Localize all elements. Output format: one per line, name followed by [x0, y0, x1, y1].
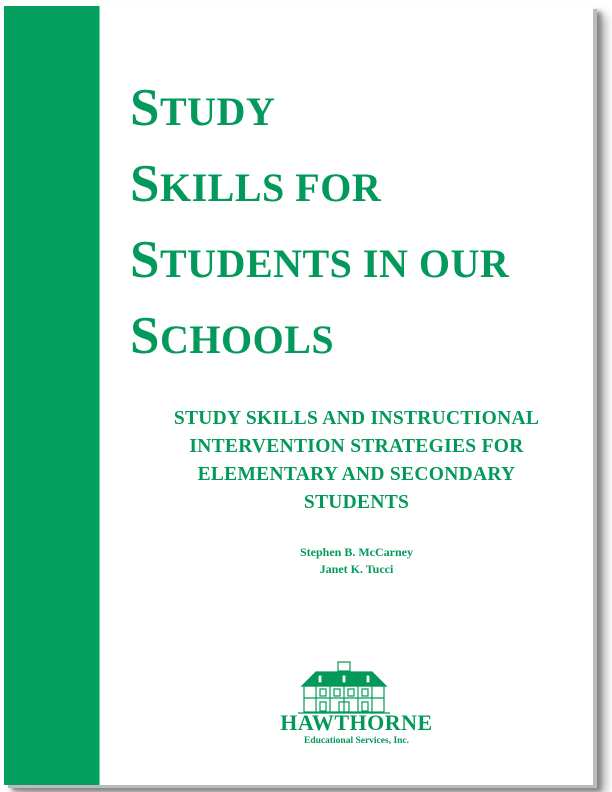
publisher-subtitle: Educational Services, Inc. — [303, 736, 410, 746]
publisher-name: HAWTHORNE — [280, 710, 433, 735]
subtitle-line: INTERVENTION STRATEGIES FOR — [189, 436, 524, 457]
authors — [99, 544, 612, 578]
book-subtitle — [99, 405, 612, 517]
subtitle-line: ELEMENTARY AND SECONDARY — [197, 464, 516, 485]
subtitle-line: STUDY SKILLS AND INSTRUCTIONAL — [173, 408, 540, 429]
author: Janet K. Tucci — [319, 562, 394, 576]
title-line: STUDY — [130, 79, 276, 137]
subtitle-line: STUDENTS — [303, 492, 410, 513]
book-cover — [4, 6, 593, 785]
title-line: STUDENTS IN OUR — [130, 231, 510, 289]
green-spine-bar — [4, 6, 100, 785]
title-line: SCHOOLS — [130, 307, 335, 365]
book-title — [130, 72, 509, 376]
author: Stephen B. McCarney — [300, 545, 413, 559]
title-line: SKILLS FOR — [130, 155, 382, 213]
